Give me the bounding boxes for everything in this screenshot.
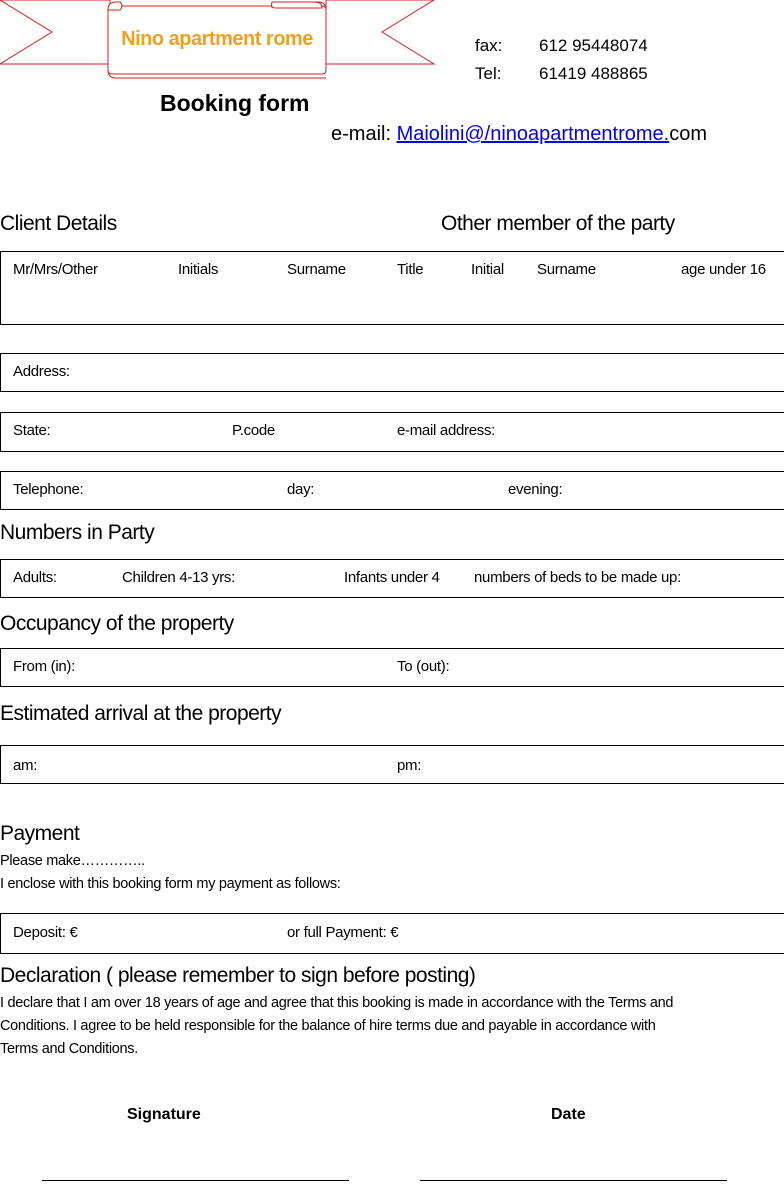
date-label: Date	[551, 1106, 586, 1123]
email-line	[331, 123, 707, 146]
email-label: e-mail:	[331, 123, 392, 145]
party-heading: Numbers in Party	[0, 521, 155, 544]
field-title-member: Title	[397, 261, 424, 278]
fax-value: 612 95448074	[539, 36, 648, 55]
payment-line-2: I enclose with this booking form my payment as follows:	[0, 876, 341, 892]
other-member-heading: Other member of the party	[441, 212, 675, 235]
client-details-box[interactable]	[0, 251, 784, 325]
state-box[interactable]	[0, 412, 784, 452]
tel-value: 61419 488865	[539, 64, 648, 83]
payment-line-1: Please make…………..	[0, 853, 145, 869]
field-age-under-16: age under 16	[681, 261, 766, 278]
signature-label: Signature	[127, 1106, 201, 1123]
field-title-client: Mr/Mrs/Other	[13, 261, 98, 278]
declaration-line-2: Conditions. I agree to be held responsible for the balance of hire terms due and payable in accordance with	[0, 1018, 656, 1034]
adults-label: Adults:	[13, 569, 57, 586]
telephone-box[interactable]	[0, 471, 784, 510]
from-label: From (in):	[13, 658, 75, 675]
arrival-heading: Estimated arrival at the property	[0, 702, 282, 725]
field-initials: Initials	[178, 261, 219, 278]
day-label: day:	[287, 481, 315, 498]
children-label: Children 4-13 yrs:	[122, 569, 235, 586]
client-details-heading: Client Details	[0, 212, 117, 235]
party-box[interactable]	[0, 559, 784, 598]
email-link[interactable]: Maiolini@/ninoapartmentrome.	[396, 123, 670, 145]
telephone-label: Telephone:	[13, 481, 84, 498]
to-label: To (out):	[397, 658, 450, 675]
date-line[interactable]	[420, 1180, 727, 1181]
declaration-line-1: I declare that I am over 18 years of age and agree that this booking is made in accordance with the Terms and	[0, 995, 674, 1011]
beds-label: numbers of beds to be made up:	[474, 569, 681, 586]
fax-label: fax:	[475, 36, 503, 55]
field-initial-member: Initial	[471, 261, 504, 278]
field-surname-member: Surname	[537, 261, 596, 278]
arrival-box[interactable]	[0, 745, 784, 784]
payment-box[interactable]	[0, 913, 784, 954]
field-surname: Surname	[287, 261, 346, 278]
brand-name: Nino apartment rome	[121, 28, 313, 50]
pm-label: pm:	[397, 757, 422, 774]
signature-line[interactable]	[42, 1180, 349, 1181]
pcode-label: P.code	[232, 422, 275, 439]
occupancy-box[interactable]	[0, 648, 784, 687]
email-address-label: e-mail address:	[397, 422, 496, 439]
state-label: State:	[13, 422, 51, 439]
declaration-heading: Declaration ( please remember to sign before posting)	[0, 964, 476, 987]
evening-label: evening:	[508, 481, 563, 498]
email-suffix: com	[669, 123, 708, 145]
declaration-line-3: Terms and Conditions.	[0, 1041, 138, 1057]
tel-label: Tel:	[475, 64, 502, 83]
payment-heading: Payment	[0, 822, 80, 845]
page-title: Booking form	[160, 90, 310, 116]
address-label: Address:	[13, 363, 70, 380]
infants-label: Infants under 4	[344, 569, 440, 586]
occupancy-heading: Occupancy of the property	[0, 612, 234, 635]
deposit-label: Deposit: €	[13, 924, 78, 941]
full-payment-label: or full Payment: €	[287, 924, 399, 941]
address-box[interactable]	[0, 353, 784, 392]
am-label: am:	[13, 757, 38, 774]
